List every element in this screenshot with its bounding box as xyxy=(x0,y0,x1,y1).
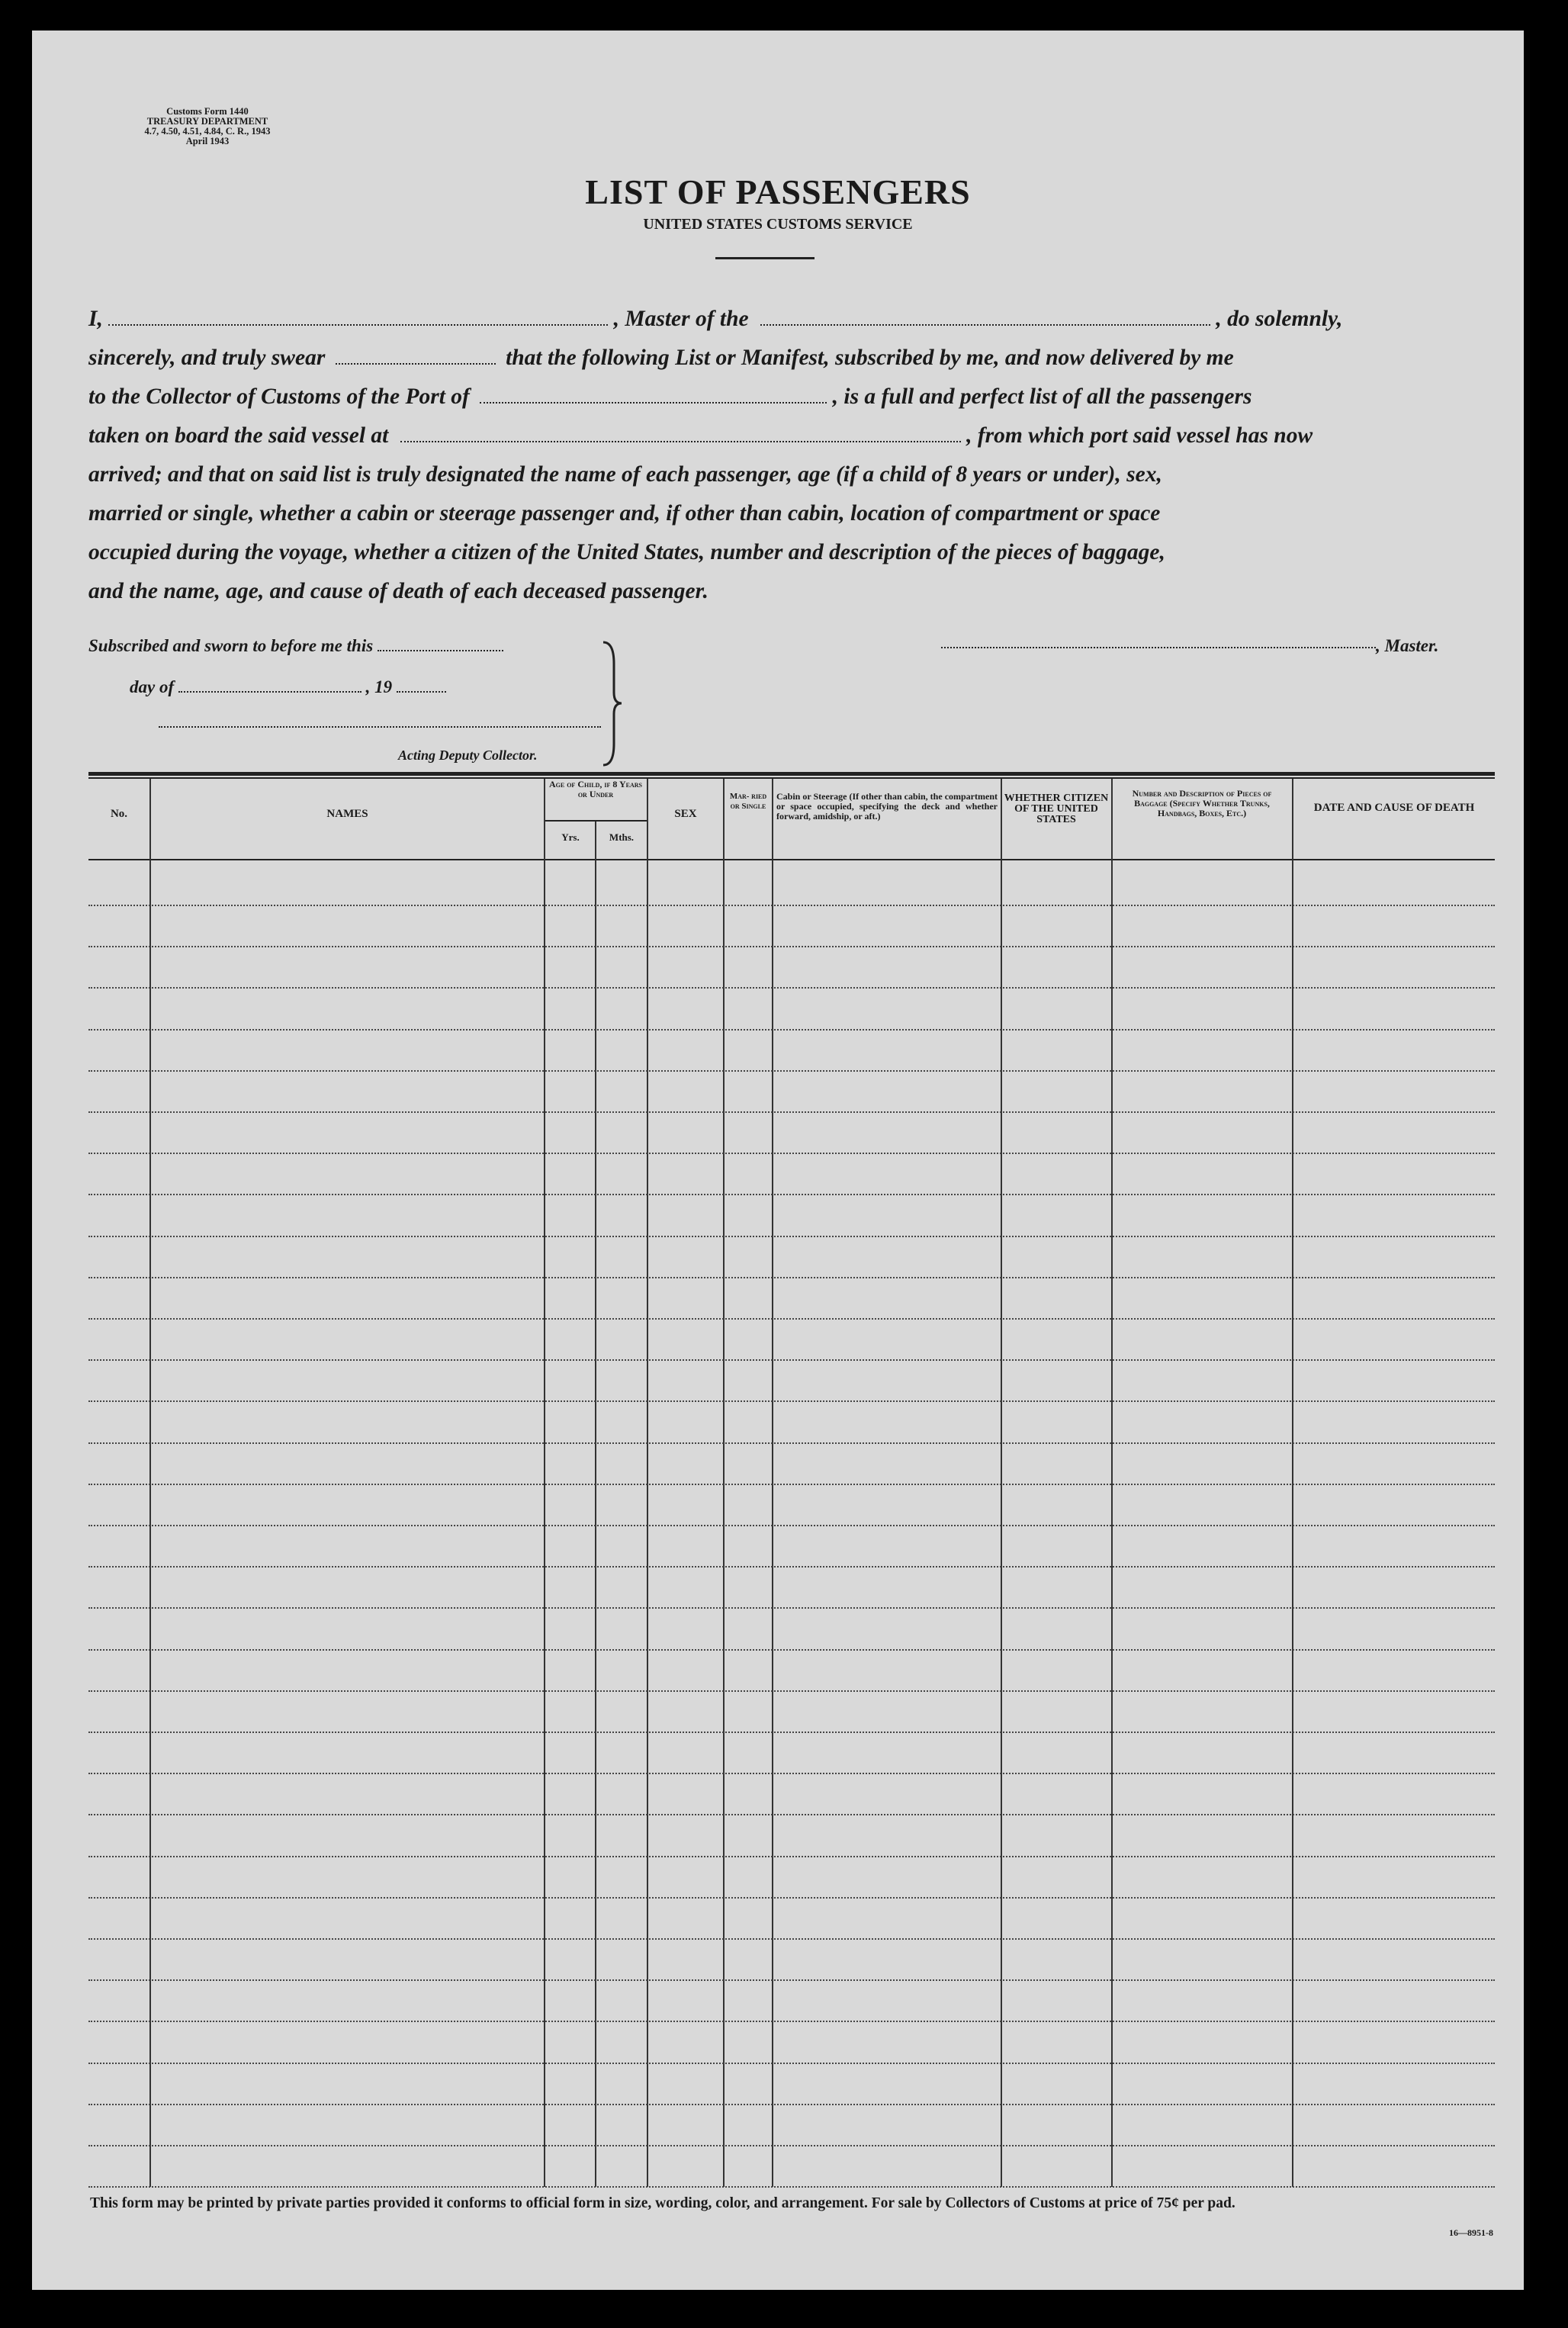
master-label: , Master. xyxy=(1376,636,1439,655)
port-field[interactable] xyxy=(480,384,827,404)
table-row[interactable] xyxy=(88,1690,1495,1692)
header-bottom-rule xyxy=(88,859,1495,860)
table-row[interactable] xyxy=(88,1484,1495,1485)
table-row[interactable] xyxy=(88,2186,1495,2188)
brace-icon xyxy=(600,641,623,767)
table-row[interactable] xyxy=(88,2104,1495,2105)
table-row[interactable] xyxy=(88,1194,1495,1195)
col-divider xyxy=(595,822,596,2187)
table-row[interactable] xyxy=(88,1525,1495,1526)
table-row[interactable] xyxy=(88,1897,1495,1899)
footer-note: This form may be printed by private parties provided it conforms to official form in size, wording, color, and arrangement. For sale by Collectors of Customs at price of 75¢ per pad. xyxy=(90,2195,1235,2211)
collector-label: Acting Deputy Collector. xyxy=(398,748,538,763)
oath-arrived: , from which port said vessel has now xyxy=(966,423,1313,448)
table-row[interactable] xyxy=(88,987,1495,989)
table-row[interactable] xyxy=(88,1318,1495,1320)
table-row[interactable] xyxy=(88,2021,1495,2022)
master-name-field[interactable] xyxy=(108,306,608,326)
table-row[interactable] xyxy=(88,1400,1495,1402)
col-header-citizen: WHETHER CITIZEN OF THE UNITED STATES xyxy=(1004,793,1109,825)
regulation-refs: 4.7, 4.50, 4.51, 4.84, C. R., 1943 xyxy=(144,126,271,137)
table-row[interactable] xyxy=(88,1773,1495,1774)
oath-taken-at: taken on board the said vessel at xyxy=(88,423,389,448)
table-row[interactable] xyxy=(88,1979,1495,1981)
oath-full-list: , is a full and perfect list of all the passengers xyxy=(832,384,1252,409)
table-row[interactable] xyxy=(88,1856,1495,1857)
day-of-text: day of xyxy=(130,677,175,696)
col-header-death: DATE AND CAUSE OF DEATH xyxy=(1313,802,1475,814)
col-header-mths: Mths. xyxy=(609,831,635,843)
form-sheet xyxy=(32,31,1524,2290)
col-header-no: No. xyxy=(110,808,128,820)
oath-line-3 xyxy=(88,381,1499,412)
page-subtitle: UNITED STATES CUSTOMS SERVICE xyxy=(643,216,913,233)
form-number: Customs Form 1440 xyxy=(166,106,249,117)
oath-line-7: occupied during the voyage, whether a citizen of the United States, number and description of the pieces of baggage, xyxy=(88,540,1165,564)
master-signature-field[interactable] xyxy=(941,647,1376,648)
form-identifier xyxy=(93,107,322,146)
oath-line-1 xyxy=(88,304,1499,334)
table-row[interactable] xyxy=(88,1236,1495,1237)
table-row[interactable] xyxy=(88,1649,1495,1651)
table-row[interactable] xyxy=(88,1566,1495,1568)
col-header-age-group: Age of Child, if 8 Years or Under xyxy=(548,779,642,799)
col-header-baggage: Number and Description of Pieces of Baggage (Specify Whether Trunks, Handbags, Boxes, Etc.) xyxy=(1132,788,1272,818)
table-top-rule xyxy=(88,772,1495,776)
swear-field[interactable] xyxy=(336,345,496,365)
table-row[interactable] xyxy=(88,1153,1495,1154)
oath-line-2 xyxy=(88,342,1499,373)
table-row[interactable] xyxy=(88,1029,1495,1031)
col-header-names: NAMES xyxy=(326,808,368,820)
table-row[interactable] xyxy=(88,1359,1495,1361)
oath-solemnly: , do solemnly, xyxy=(1216,307,1343,331)
table-row[interactable] xyxy=(88,1938,1495,1940)
departure-port-field[interactable] xyxy=(400,423,961,442)
oath-manifest: that the following List or Manifest, subscribed by me, and now delivered by me xyxy=(506,346,1234,370)
oath-pronoun: I, xyxy=(88,307,103,331)
table-row[interactable] xyxy=(88,1070,1495,1072)
table-row[interactable] xyxy=(88,1607,1495,1609)
plate-number: 16—8951-8 xyxy=(1449,2227,1493,2238)
col-header-yrs: Yrs. xyxy=(561,831,580,843)
oath-line-8: and the name, age, and cause of death of each deceased passenger. xyxy=(88,579,708,603)
sworn-month-field[interactable] xyxy=(178,677,361,693)
oath-swear: sincerely, and truly swear xyxy=(88,346,326,370)
col-header-married: Mar- ried or Single xyxy=(729,792,767,811)
oath-master-of: , Master of the xyxy=(613,307,749,331)
table-row[interactable] xyxy=(88,1111,1495,1113)
subscribed-text: Subscribed and sworn to before me this xyxy=(88,636,374,655)
table-row[interactable] xyxy=(88,2063,1495,2064)
oath-line-4 xyxy=(88,420,1499,451)
oath-port-of: to the Collector of Customs of the Port of xyxy=(88,384,470,409)
page-title: LIST OF PASSENGERS xyxy=(585,172,971,211)
subscribed-line xyxy=(88,636,503,656)
table-row[interactable] xyxy=(88,1277,1495,1278)
col-header-sex: SEX xyxy=(674,808,697,820)
table-row[interactable] xyxy=(88,1732,1495,1733)
oath-line-5: arrived; and that on said list is truly designated the name of each passenger, age (if a child of 8 years or under), sex, xyxy=(88,462,1162,487)
sworn-day-field[interactable] xyxy=(378,636,503,651)
col-header-cabin: Cabin or Steerage (If other than cabin, the compartment or space occupied, specifying the deck and whether forward, amidship, or aft.) xyxy=(776,791,998,822)
form-date: April 1943 xyxy=(185,136,230,146)
collector-signature-field[interactable] xyxy=(159,726,601,728)
table-row[interactable] xyxy=(88,905,1495,906)
vessel-name-field[interactable] xyxy=(760,306,1210,326)
table-row[interactable] xyxy=(88,946,1495,947)
table-row[interactable] xyxy=(88,1814,1495,1815)
table-row[interactable] xyxy=(88,1442,1495,1444)
department: TREASURY DEPARTMENT xyxy=(146,116,268,127)
oath-line-6: married or single, whether a cabin or steerage passenger and, if other than cabin, location of compartment or space xyxy=(88,501,1161,526)
sworn-year-field[interactable] xyxy=(397,677,446,693)
day-of-line xyxy=(130,677,446,697)
year-prefix: , 19 xyxy=(365,677,393,696)
table-top-rule-thin xyxy=(88,777,1495,779)
table-row[interactable] xyxy=(88,2145,1495,2146)
title-divider xyxy=(715,257,815,259)
